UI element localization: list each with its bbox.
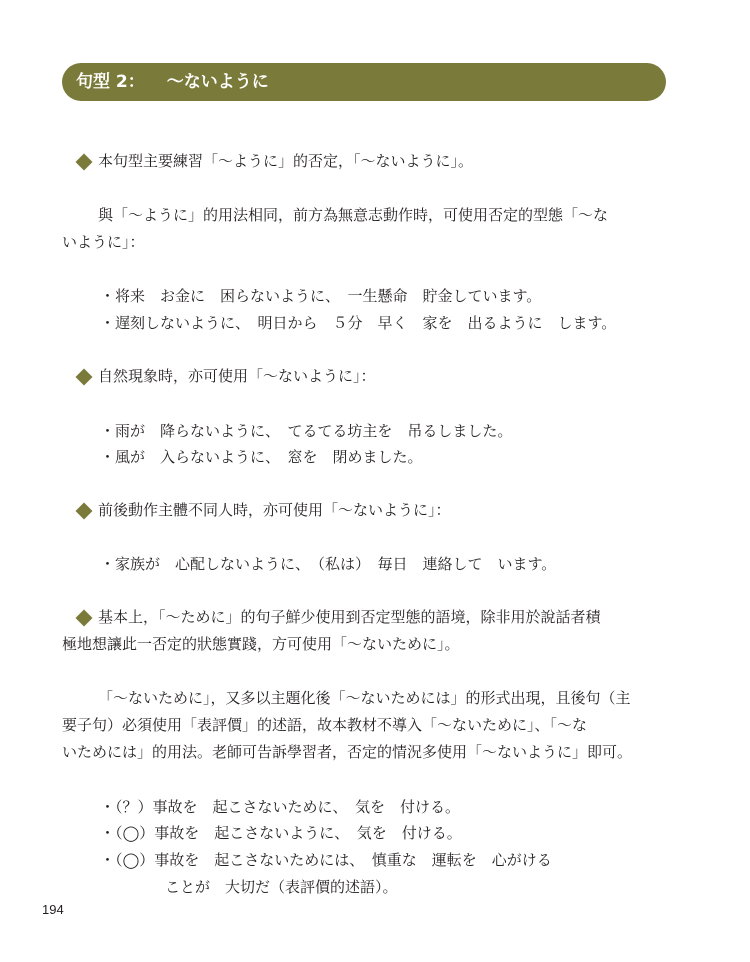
- section4-example-3-line1: ・（◯）事故を 起こさないためには、 慎重な 運転を 心がける: [100, 851, 552, 869]
- section4-paragraph-line3: いためには」的用法。老師可告訴學習者，否定的情況多使用「～ないように」即可。: [62, 743, 633, 761]
- section1-example-2: ・遅刻しないように、 明日から ５分 早く 家を 出るように します。: [100, 314, 617, 332]
- section1-paragraph-line1: 與「～ように」的用法相同，前方為無意志動作時，可使用否定的型態「～な: [98, 206, 609, 224]
- section1-paragraph-line2: いように」：: [62, 233, 145, 251]
- section1-heading: 本句型主要練習「～ように」的否定，「～ないように」。: [98, 152, 474, 170]
- diamond-bullet-icon: [76, 610, 93, 627]
- section4-example-3-line2: ことが 大切だ（表評價的述語）。: [165, 878, 398, 896]
- section2-example-2: ・風が 入らないように、 窓を 閉めました。: [100, 448, 423, 466]
- diamond-bullet-icon: [76, 503, 93, 520]
- page-number: 194: [42, 902, 64, 917]
- section-header-bar: [62, 63, 666, 101]
- section4-example-1: ・（？）事故を 起こさないために、 気を 付ける。: [100, 798, 461, 816]
- section1-example-1: ・将来 お金に 困らないように、 一生懸命 貯金しています。: [100, 287, 542, 305]
- section4-paragraph-line1: 「～ないために」，又多以主題化後「～ないためには」的形式出現，且後句（主: [98, 689, 631, 707]
- section4-paragraph-line2: 要子句）必須使用「表評價」的述語，故本教材不導入「～ないために」、「～な: [62, 716, 588, 734]
- section3-example-1: ・家族が 心配しないように、 （私は） 毎日 連絡して います。: [100, 555, 557, 573]
- pattern-label: 句型 2：: [76, 72, 145, 92]
- diamond-bullet-icon: [76, 369, 93, 386]
- section4-heading-line2: 極地想讓此一否定的狀態實踐，方可使用「～ないために」。: [62, 635, 460, 653]
- section4-heading-line1: 基本上，「～ために」的句子鮮少使用到否定型態的語境，除非用於說話者積: [98, 608, 601, 626]
- section2-example-1: ・雨が 降らないように、 てるてる坊主を 吊るしました。: [100, 422, 513, 440]
- pattern-title: ～ないように: [166, 72, 269, 92]
- section2-heading: 自然現象時，亦可使用「～ないように」：: [98, 367, 376, 385]
- diamond-bullet-icon: [76, 154, 93, 171]
- section3-heading: 前後動作主體不同人時，亦可使用「～ないように」：: [98, 501, 451, 519]
- section4-example-2: ・（◯）事故を 起こさないように、 気を 付ける。: [100, 824, 462, 842]
